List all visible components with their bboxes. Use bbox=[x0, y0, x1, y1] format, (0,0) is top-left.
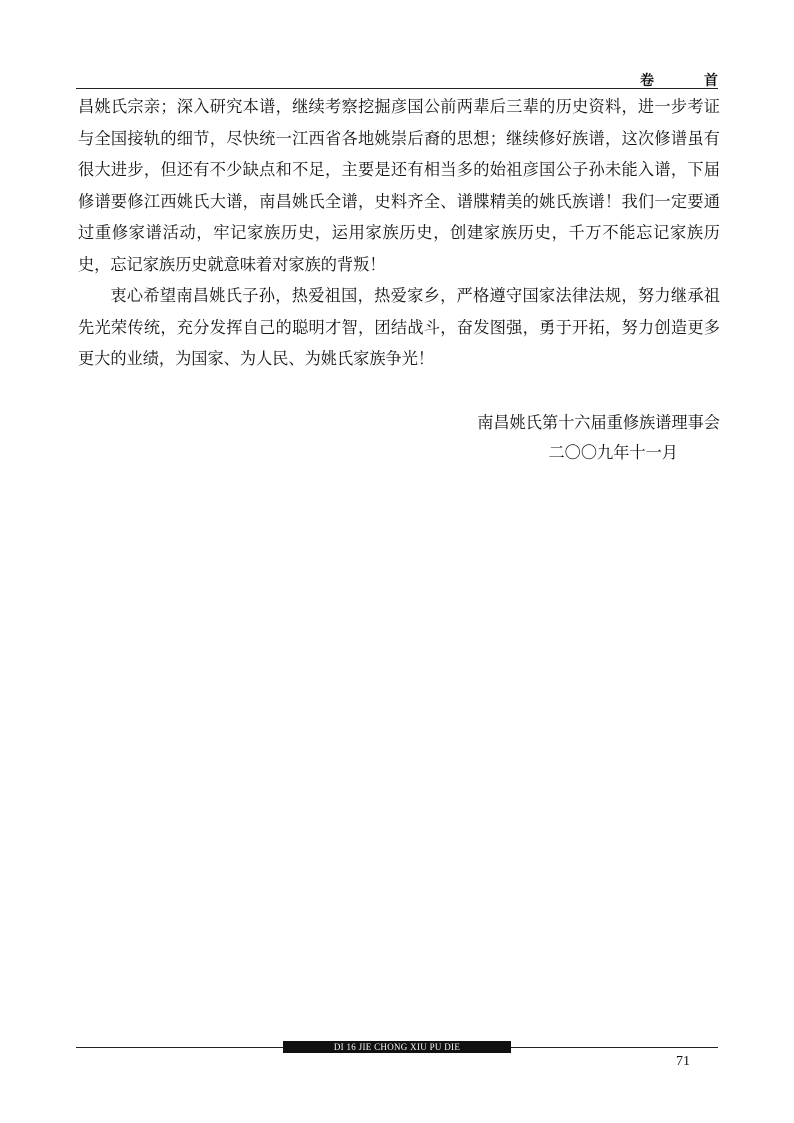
paragraph-1: 昌姚氏宗亲；深入研究本谱，继续考察挖掘彦国公前两辈后三辈的历史资料，进一步考证与全国接轨的细节，尽快统一江西省各地姚崇后裔的思想；继续修好族谱，这次修谱虽有很大进步，但还有不少缺点和不足，主要是还有相当多的始祖彦国公子孙未能入谱，下届修谱要修江西姚氏大谱，南昌姚氏全谱，史料齐全、谱牒精美的姚氏族谱！我们一定要通过重修家谱活动，牢记家族历史，运用家族历史，创建家族历史，千万不能忘记家族历史，忘记家族历史就意味着对家族的背叛！ bbox=[78, 97, 720, 274]
footer-band: DI 16 JIE CHONG XIU PU DIE bbox=[283, 1041, 511, 1053]
running-header bbox=[640, 70, 718, 90]
signature-organization: 南昌姚氏第十六届重修族谱理事会 bbox=[477, 413, 720, 432]
page-number: 71 bbox=[676, 1054, 690, 1069]
header-title-char-1: 卷 bbox=[640, 73, 654, 89]
header-rule bbox=[76, 88, 718, 89]
paragraph-2: 衷心希望南昌姚氏子孙，热爱祖国，热爱家乡，严格遵守国家法律法规，努力继承祖先光荣传统，充分发挥自己的聪明才智，团结战斗，奋发图强，勇于开拓，努力创造更多更大的业绩，为国家、为人民、为姚氏家族争光！ bbox=[78, 286, 720, 368]
body-text bbox=[78, 91, 720, 375]
header-title-char-2: 首 bbox=[704, 73, 718, 89]
signature-date: 二〇〇九年十一月 bbox=[548, 443, 678, 462]
